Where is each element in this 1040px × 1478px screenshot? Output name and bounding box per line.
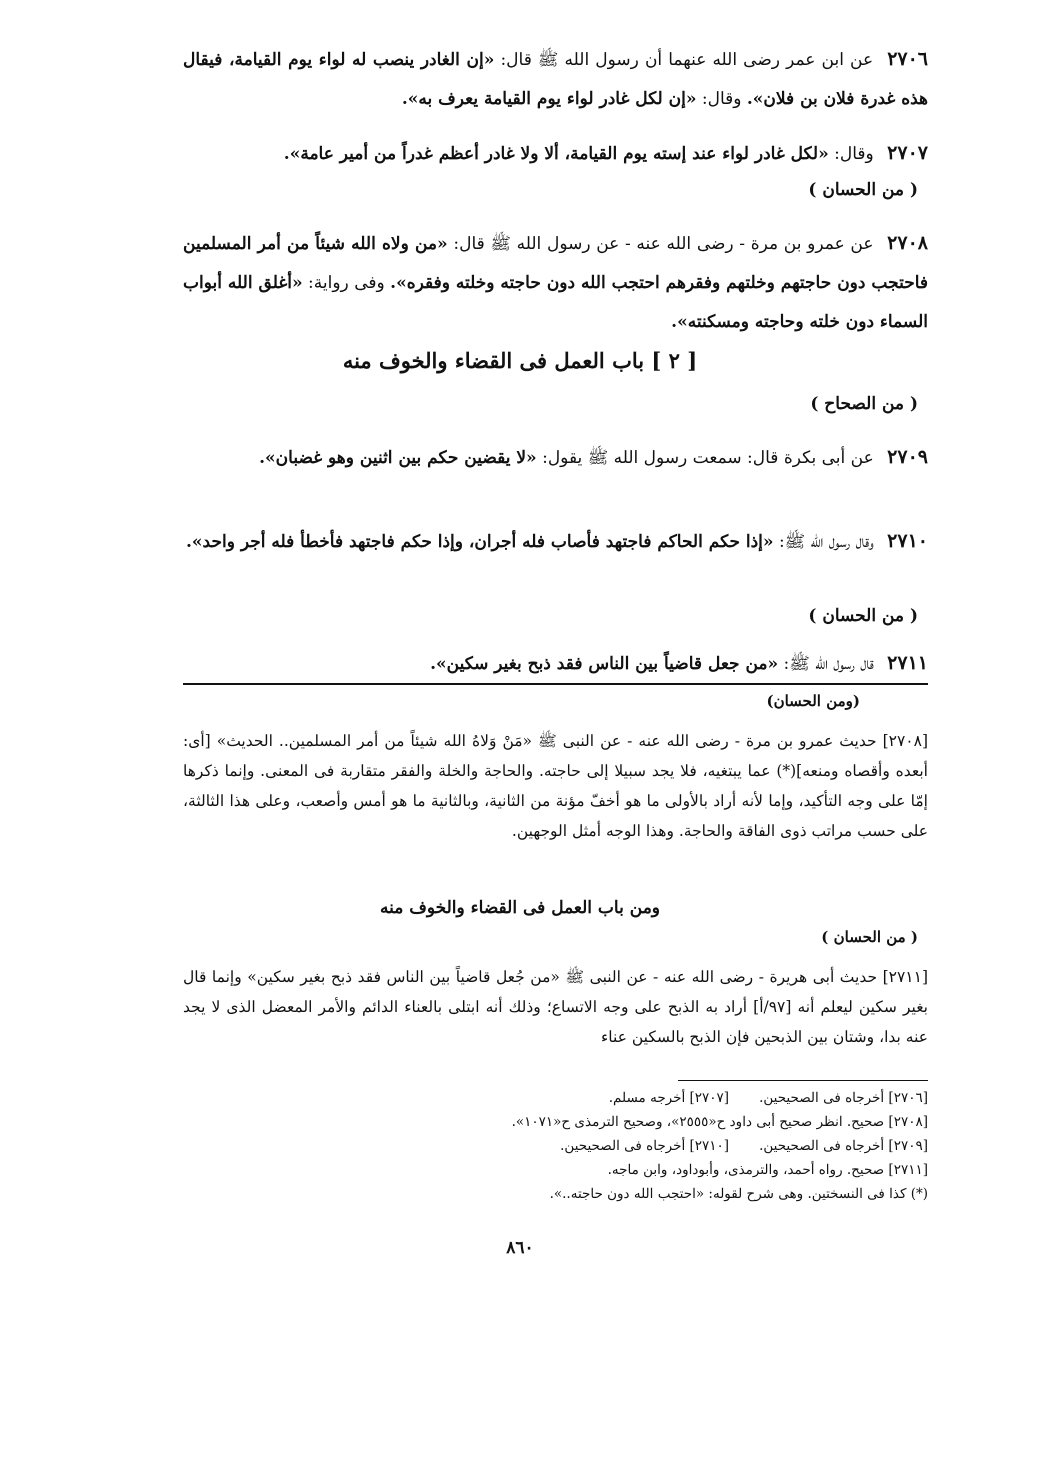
- footnote-2706: [٢٧٠٦] أخرجاه فى الصحيحين.: [759, 1090, 928, 1106]
- hadith-quote: «من جعل قاضياً بين الناس فقد ذبح بغير سكين».: [430, 654, 779, 674]
- hadith-quote: «إن الغادر ينصب له لواء يوم القيامة، فيقال هذه غدرة فلان بن فلان».: [183, 50, 928, 109]
- hadith-2706: [183, 40, 928, 119]
- footnote-line: [183, 1086, 928, 1110]
- hadith-number: ٢٧٠٦: [887, 48, 929, 70]
- page-number: ٨٦٠: [506, 1238, 534, 1258]
- footnote-2711: [٢٧١١] صحيح. رواه أحمد، والترمذى، وأبوداود، وابن ماجه.: [607, 1162, 928, 1178]
- section-source-label: ( من الحسان ): [808, 180, 918, 200]
- hadith-quote: «إن لكل غادر لواء يوم القيامة يعرف به».: [401, 89, 697, 109]
- section-source-label: ( من الصحاح ): [810, 394, 918, 414]
- hadith-connector: وقال:: [701, 89, 742, 109]
- hadith-intro: عن أبى بكرة قال: سمعت رسول الله ﷺ يقول:: [542, 448, 874, 468]
- hadith-2710: [183, 522, 928, 562]
- footnote-2709: [٢٧٠٩] أخرجاه فى الصحيحين.: [759, 1138, 928, 1154]
- footnote-line: [183, 1158, 928, 1182]
- hadith-2708: [183, 224, 928, 342]
- footnote-2707: [٢٧٠٧] أخرجه مسلم.: [608, 1090, 730, 1106]
- footnote-line: [183, 1134, 928, 1158]
- commentary-source-label: (ومن الحسان): [766, 692, 860, 710]
- hadith-number: ٢٧١١: [887, 652, 928, 674]
- hadith-intro: عن ابن عمر رضى الله عنهما أن رسول الله ﷺ قال:: [500, 50, 874, 70]
- hadith-number: ٢٧١٠: [887, 530, 928, 552]
- footnote-2708: [٢٧٠٨] صحيح. انظر صحيح أبى داود ح«٢٥٥٥»، وصحيح الترمذى ح«١٠٧١».: [511, 1114, 928, 1130]
- hadith-quote: «أغلق الله أبواب السماء دون خلته وحاجته ومسكنته».: [183, 273, 928, 332]
- footnote-line: [183, 1182, 928, 1206]
- hadith-intro: قال رسول الله ﷺ:: [783, 654, 874, 674]
- section-source-label: ( من الحسان ): [808, 606, 918, 626]
- hadith-connector: وفى رواية:: [308, 273, 385, 293]
- hadith-number: ٢٧٠٧: [887, 142, 928, 164]
- commentary-source-label: ( من الحسان ): [821, 928, 918, 946]
- hadith-quote: «لكل غادر لواء عند إسته يوم القيامة، ألا ولا غادر أعظم غدراً من أمير عامة».: [283, 144, 829, 164]
- footnote-asterisk: (*) كذا فى النسختين. وهى شرح لقوله: «احتجب الله دون حاجته..».: [549, 1186, 928, 1202]
- hadith-intro: عن عمرو بن مرة - رضى الله عنه - عن رسول الله ﷺ قال:: [453, 234, 874, 254]
- hadith-quote: «لا يقضين حكم بين اثنين وهو غضبان».: [259, 448, 537, 468]
- hadith-intro: وقال رسول الله ﷺ:: [778, 532, 874, 552]
- footnote-2710: [٢٧١٠] أخرجاه فى الصحيحين.: [560, 1138, 730, 1154]
- commentary-2708: [٢٧٠٨] حديث عمرو بن مرة - رضى الله عنه - عن النبى ﷺ «مَنْ وَلاهُ الله شيئاً من أمر المسلمين.. الحديث» [أى: أبعده وأقصاه ومنعه](*) عما يبتغيه، فلا يجد سبيلا إلى حاجته. والحاجة والخلة والفقر متقاربة فى المعنى. وإنما ذكرها إمّا على وجه التأكيد، وإما لأنه أراد بالأولى ما هو أخفّ مؤنة من الثانية، وبالثانية ما هو أمس وأصعب، وعلى هذا الثالثة، على حسب مراتب ذوى الفاقة والحاجة. وهذا الوجه أمثل الوجهين.: [183, 732, 928, 840]
- footnote-line: [183, 1110, 928, 1134]
- section-divider: [183, 683, 928, 685]
- hadith-quote: «من ولاه الله شيئاً من أمر المسلمين فاحتجب دون حاجتهم وخلتهم وفقرهم احتجب الله دون حاجته وخلته وفقره».: [183, 234, 929, 293]
- hadith-number: ٢٧٠٨: [887, 232, 928, 254]
- hadith-2711: [183, 644, 928, 684]
- hadith-number: ٢٧٠٩: [887, 446, 928, 468]
- commentary-chapter-heading: ومن باب العمل فى القضاء والخوف منه: [379, 898, 661, 918]
- commentary-2711: [٢٧١١] حديث أبى هريرة - رضى الله عنه - عن النبى ﷺ «من جُعل قاضياً بين الناس فقد ذبح بغير سكين» وإنما قال بغير سكين ليعلم أنه [٩٧/أ] أراد به الذبح على وجه الاتساع؛ وذلك أنه ابتلى بالعناء الدائم والأمر المعضل الذى لا يجد عنه بدا، وشتان بين الذبحين فإن الذبح بالسكين عناء: [183, 968, 928, 1046]
- footnote-divider: [678, 1080, 928, 1081]
- hadith-quote: «إذا حكم الحاكم فاجتهد فأصاب فله أجران، وإذا حكم فاجتهد فأخطأ فله أجر واحد».: [186, 532, 774, 552]
- hadith-2709: [183, 438, 928, 478]
- chapter-heading: [ ٢ ] باب العمل فى القضاء والخوف منه: [342, 348, 698, 373]
- footnotes: [183, 1086, 928, 1206]
- hadith-intro: وقال:: [834, 144, 874, 164]
- hadith-2707: [183, 134, 928, 174]
